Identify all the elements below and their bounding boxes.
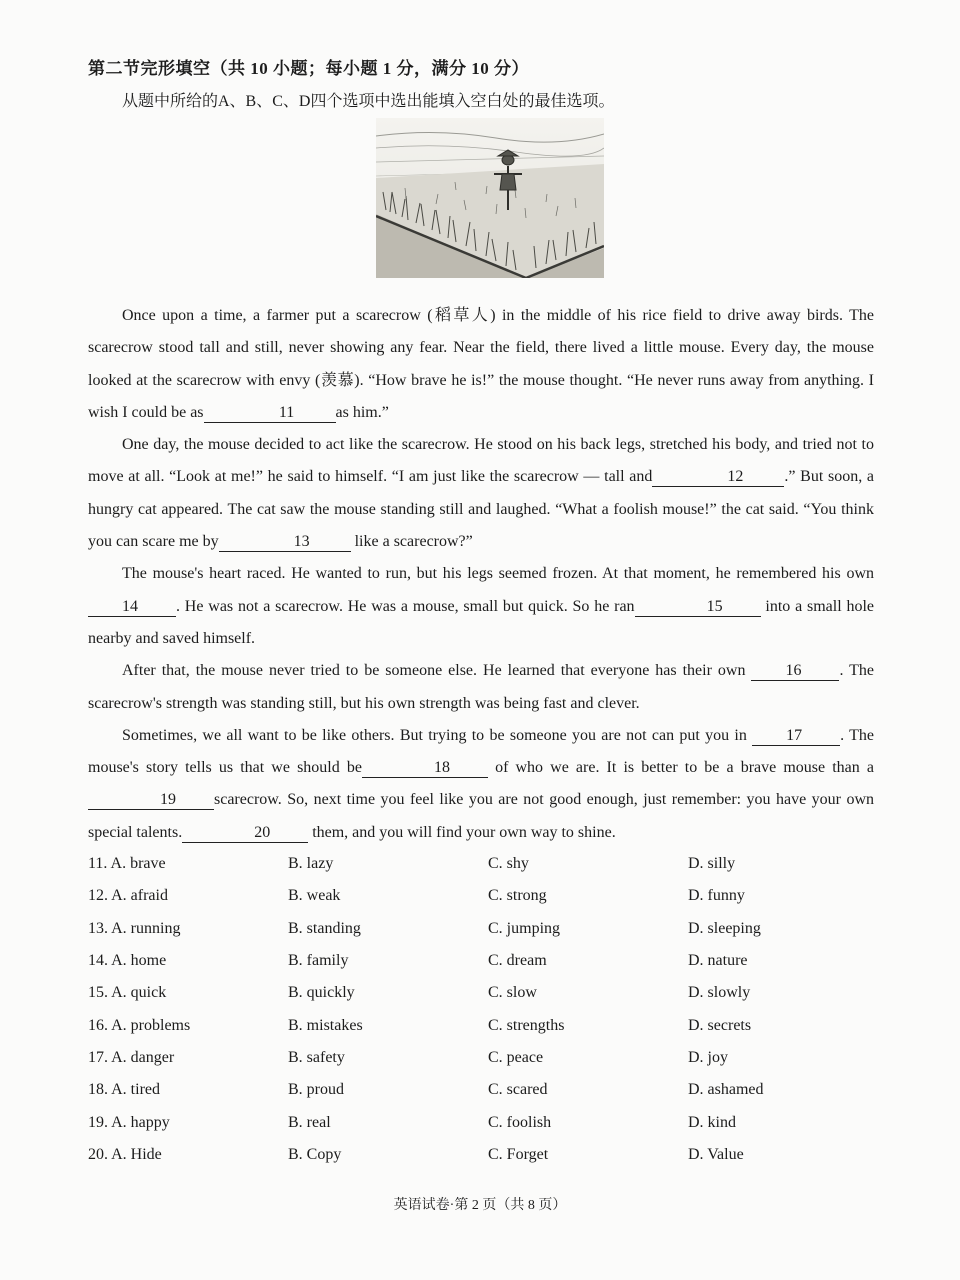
passage-paragraph [88, 558, 874, 655]
option-c: C. slow [488, 984, 537, 1002]
blank-19: 19 [88, 791, 214, 810]
option-b: B. safety [288, 1048, 345, 1066]
blank-16: 16 [751, 662, 839, 681]
option-row [88, 913, 888, 945]
option-b: B. real [288, 1113, 331, 1131]
passage-text: them, and you will find your own way to shine. [312, 823, 616, 841]
option-c: C. jumping [488, 919, 561, 937]
passage-text: . He was not a scarecrow. He was a mouse, small but quick. So he ran [176, 597, 635, 615]
option-d: D. Value [688, 1145, 744, 1163]
blank-12: 12 [652, 468, 784, 487]
passage-text: scarecrow. So, next time you feel like you are not good enough, just remember: you have your own special talents. [88, 791, 874, 841]
option-c: C. shy [488, 855, 529, 873]
scarecrow-field-illustration [376, 118, 604, 278]
page-footer: 英语试卷·第 2 页（共 8 页） [393, 1198, 567, 1213]
option-row [88, 848, 888, 880]
passage-text: of who we are. It is better to be a brave mouse than a [495, 759, 874, 777]
option-d: D. slowly [688, 984, 751, 1002]
option-row [88, 1009, 888, 1041]
option-b: B. family [288, 952, 349, 970]
blank-18: 18 [362, 759, 488, 778]
option-a: 15. A. quick [88, 984, 167, 1002]
option-d: D. funny [688, 887, 745, 905]
option-b: B. mistakes [288, 1016, 363, 1034]
passage-text: . The mouse's story tells us that we should be [88, 726, 875, 777]
blank-15: 15 [635, 598, 761, 617]
passage-text: like a scarecrow?” [354, 533, 473, 551]
blank-20: 20 [182, 824, 308, 843]
option-a: 19. A. happy [88, 1113, 170, 1131]
option-c: C. strong [488, 887, 547, 905]
option-c: C. strengths [488, 1016, 565, 1034]
section-title: 第二节完形填空（共 10 小题；每小题 1 分，满分 10 分） [88, 59, 529, 78]
option-row [88, 1042, 888, 1074]
option-c: C. foolish [488, 1113, 552, 1131]
option-d: D. kind [688, 1113, 736, 1131]
cloze-passage [88, 300, 874, 849]
option-b: B. standing [288, 919, 361, 937]
passage-text: Once upon a time, a farmer put a scarecrow (稻草人) in the middle of his rice field to drive away birds. The scarecrow stood tall and still, never showing any fear. Near the field, there lived a little mouse. Every day, the mouse looked at the scarecrow with envy (羡慕). “How brave he is!” the mouse thought. “He never runs away from anything. I wish I could be as [88, 307, 874, 421]
option-row [88, 977, 888, 1009]
option-a: 18. A. tired [88, 1081, 160, 1099]
option-a: 12. A. afraid [88, 887, 168, 905]
option-a: 13. A. running [88, 919, 181, 937]
option-a: 16. A. problems [88, 1016, 191, 1034]
passage-paragraph [88, 429, 874, 558]
option-d: D. joy [688, 1048, 728, 1066]
option-d: D. silly [688, 855, 736, 873]
passage-paragraph [88, 300, 874, 429]
passage-text: One day, the mouse decided to act like the scarecrow. He stood on his back legs, stretched his body, and tried not to move at all. “Look at me!” he said to himself. “I am just like the scarecrow — tall and [88, 436, 874, 486]
option-row [88, 1074, 888, 1106]
blank-11: 11 [204, 404, 336, 423]
option-a: 14. A. home [88, 952, 167, 970]
option-c: C. scared [488, 1081, 548, 1099]
blank-17: 17 [752, 727, 840, 746]
option-row [88, 880, 888, 912]
option-b: B. Copy [288, 1145, 342, 1163]
option-d: D. nature [688, 952, 748, 970]
option-a: 20. A. Hide [88, 1145, 162, 1163]
answer-options [88, 848, 888, 1171]
passage-paragraph [88, 655, 874, 720]
passage-text: .” But soon, a hungry cat appeared. The cat saw the mouse standing still and laughed. “What a foolish mouse!” the cat said. “You think you can scare me by [88, 468, 875, 551]
passage-text: into a small hole nearby and saved himself. [88, 597, 875, 647]
blank-14: 14 [88, 598, 176, 617]
option-d: D. sleeping [688, 919, 761, 937]
option-d: D. ashamed [688, 1081, 764, 1099]
option-c: C. Forget [488, 1145, 549, 1163]
instruction-text: 从题中所给的A、B、C、D四个选项中选出能填入空白处的最佳选项。 [122, 93, 615, 110]
option-b: B. proud [288, 1081, 344, 1099]
passage-text: Sometimes, we all want to be like others. But trying to be someone you are not can put you in [122, 726, 747, 744]
passage-text: as him.” [335, 403, 389, 421]
option-row [88, 1106, 888, 1138]
passage-text: After that, the mouse never tried to be someone else. He learned that everyone has their own [122, 662, 746, 680]
option-c: C. peace [488, 1048, 544, 1066]
option-b: B. lazy [288, 855, 334, 873]
option-a: 17. A. danger [88, 1048, 175, 1066]
option-d: D. secrets [688, 1016, 752, 1034]
passage-text: . The scarecrow's strength was standing still, but his own strength was being fast and clever. [88, 662, 875, 712]
passage-text: The mouse's heart raced. He wanted to run, but his legs seemed frozen. At that moment, he remembered his own [122, 565, 874, 583]
option-b: B. weak [288, 887, 341, 905]
option-row [88, 1139, 888, 1171]
blank-13: 13 [219, 533, 351, 552]
passage-paragraph [88, 720, 874, 849]
option-a: 11. A. brave [88, 855, 166, 873]
scarecrow-illustration-drawing [376, 118, 604, 278]
option-b: B. quickly [288, 984, 355, 1002]
option-row [88, 945, 888, 977]
option-c: C. dream [488, 952, 547, 970]
